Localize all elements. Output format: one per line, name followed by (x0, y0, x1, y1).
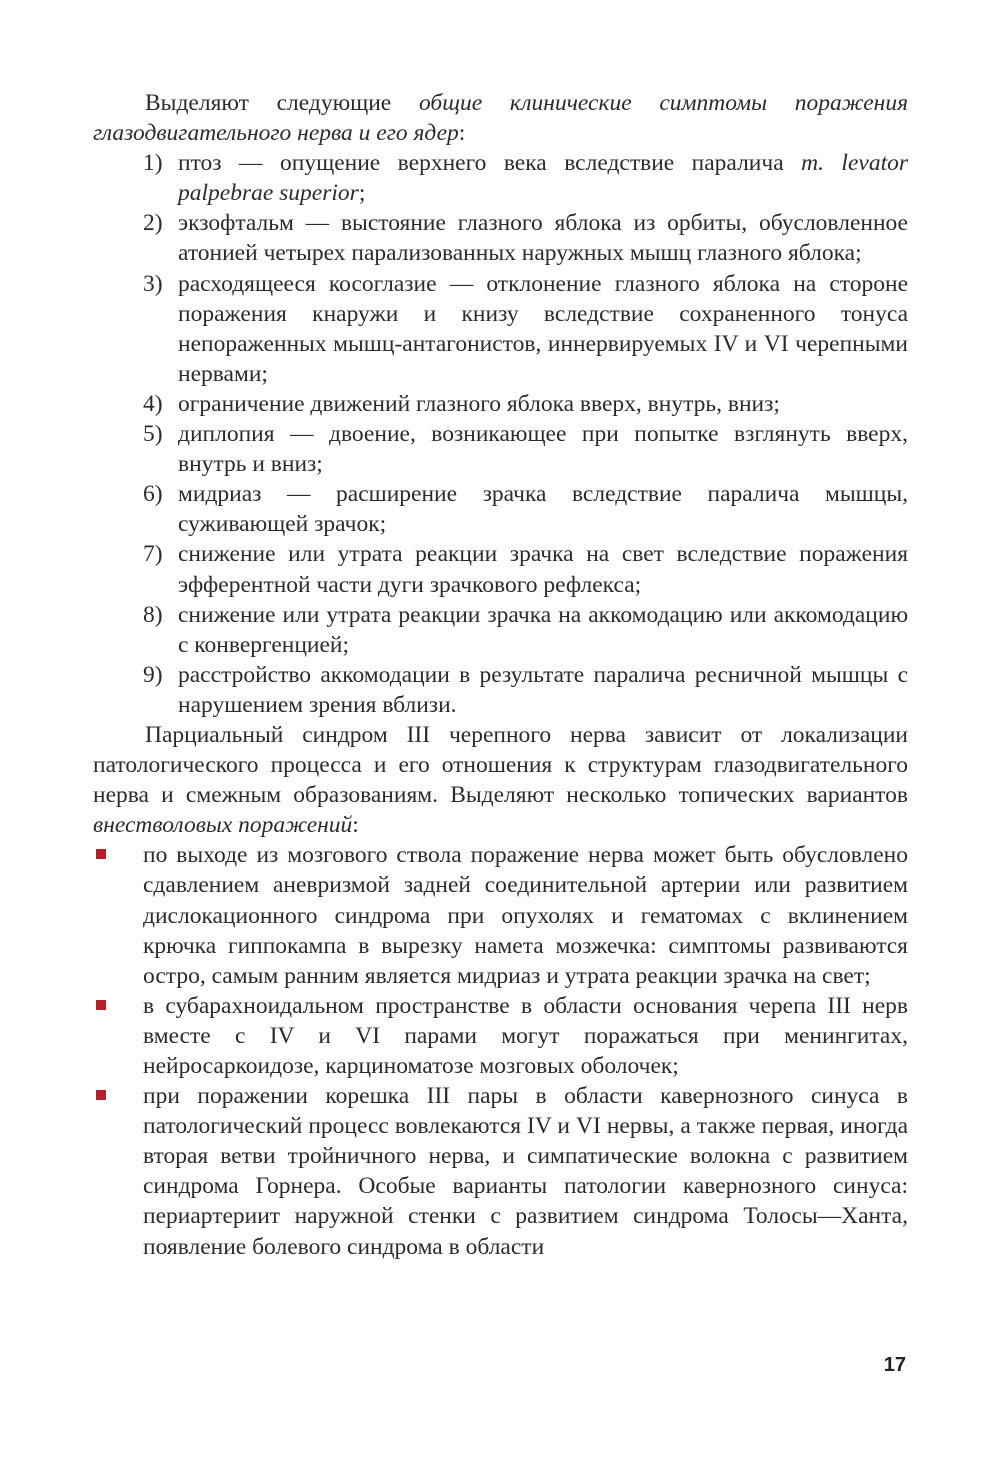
intro-paragraph (93, 88, 908, 148)
list-number: 1) (143, 150, 163, 177)
list-number: 9) (143, 661, 163, 688)
variant-list (93, 840, 908, 1261)
list-item-tail: ; (358, 180, 366, 207)
partial-tail: : (352, 812, 359, 839)
list-item (93, 600, 908, 660)
list-item-text: расходящееся косоглазие — отклонение глазного яблока на стороне поражения кнаружи и книзу вследствие сохраненного тонуса непораженных мышц-антагонистов, иннервируемых IV и VI черепными нервами; (178, 270, 908, 387)
bullet-item (93, 991, 908, 1081)
list-number: 2) (143, 210, 163, 237)
square-bullet-icon (96, 1000, 106, 1010)
list-item-text: птоз — опущение верхнего века вследствие паралича (178, 150, 802, 177)
list-item (93, 208, 908, 268)
partial-lead: Парциальный синдром III черепного нерва зависит от локализации патологического процесса и его отношения к структурам глазодвигательного нерва и смежным образованиям. Выделяют несколько топических вариантов (93, 721, 908, 809)
list-item (93, 539, 908, 599)
bullet-text: по выходе из мозгового ствола поражение нерва может быть обусловлено сдавлением аневризмой задней соединительной артерии или развитием дислокационного синдрома при опухолях и гематомах с вклинением крючка гиппокампа в вырезку намета мозжечка: симптомы развиваются остро, самым ранним является мидриаз и утрата реакции зрачка на свет; (143, 842, 908, 989)
page-number: 17 (883, 1354, 906, 1376)
list-item-text: экзофтальм — выстояние глазного яблока из орбиты, обусловленное атонией четырех парализованных наружных мышц глазного яблока; (178, 210, 908, 267)
list-item (93, 479, 908, 539)
list-number: 6) (143, 481, 163, 508)
square-bullet-icon (96, 1090, 106, 1100)
list-number: 8) (143, 601, 163, 628)
list-number: 4) (143, 390, 163, 417)
list-item-text: снижение или утрата реакции зрачка на свет вследствие поражения эфферентной части дуги зрачкового рефлекса; (178, 541, 908, 598)
bullet-text: в субарахноидальном пространстве в области основания черепа III нерв вместе с IV и VI парами могут поражаться при менингитах, нейросаркоидозе, карциноматозе мозговых оболочек; (143, 992, 908, 1079)
bullet-item (93, 840, 908, 990)
list-item-text: расстройство аккомодации в результате паралича ресничной мышцы с нарушением зрения вблизи. (178, 661, 908, 718)
bullet-text: при поражении корешка III пары в области кавернозного синуса в патологический процесс вовлекаются IV и VI нервы, а также первая, иногда вторая ветви тройничного нерва, и симпатические волокна с развитием синдрома Горнера. Особые варианты патологии кавернозного синуса: периартериит наружной стенки с развитием синдрома Толосы—Ханта, появление болевого синдрома в области (143, 1083, 908, 1260)
partial-syndrome-paragraph (93, 720, 908, 840)
intro-lead: Выделяют следующие (145, 90, 419, 116)
list-item (93, 269, 908, 389)
latin-term: m. levator palpebrae superior (178, 150, 908, 207)
list-item (93, 660, 908, 720)
body-text (93, 88, 908, 1262)
symptom-list (93, 148, 908, 720)
list-item-text: мидриаз — расширение зрачка вследствие паралича мышцы, суживающей зрачок; (178, 481, 908, 538)
list-number: 3) (143, 270, 163, 297)
partial-emphasis: внестволовых поражений (93, 812, 353, 839)
list-item (93, 148, 908, 208)
square-bullet-icon (96, 849, 106, 859)
list-item-text: снижение или утрата реакции зрачка на аккомодацию или аккомодацию с конвергенцией; (178, 601, 908, 658)
intro-emphasis: общие клинические симптомы поражения глазодвигательного нерва и его ядер (93, 90, 909, 147)
list-item (93, 419, 908, 479)
list-number: 5) (143, 421, 163, 448)
intro-tail: : (458, 120, 466, 147)
list-item-text: ограничение движений глазного яблока вверх, внутрь, вниз; (178, 390, 780, 417)
list-item-text: диплопия — двоение, возникающее при попытке взглянуть вверх, внутрь и вниз; (178, 421, 908, 478)
list-item (93, 389, 908, 419)
list-number: 7) (143, 541, 163, 568)
bullet-item (93, 1081, 908, 1262)
